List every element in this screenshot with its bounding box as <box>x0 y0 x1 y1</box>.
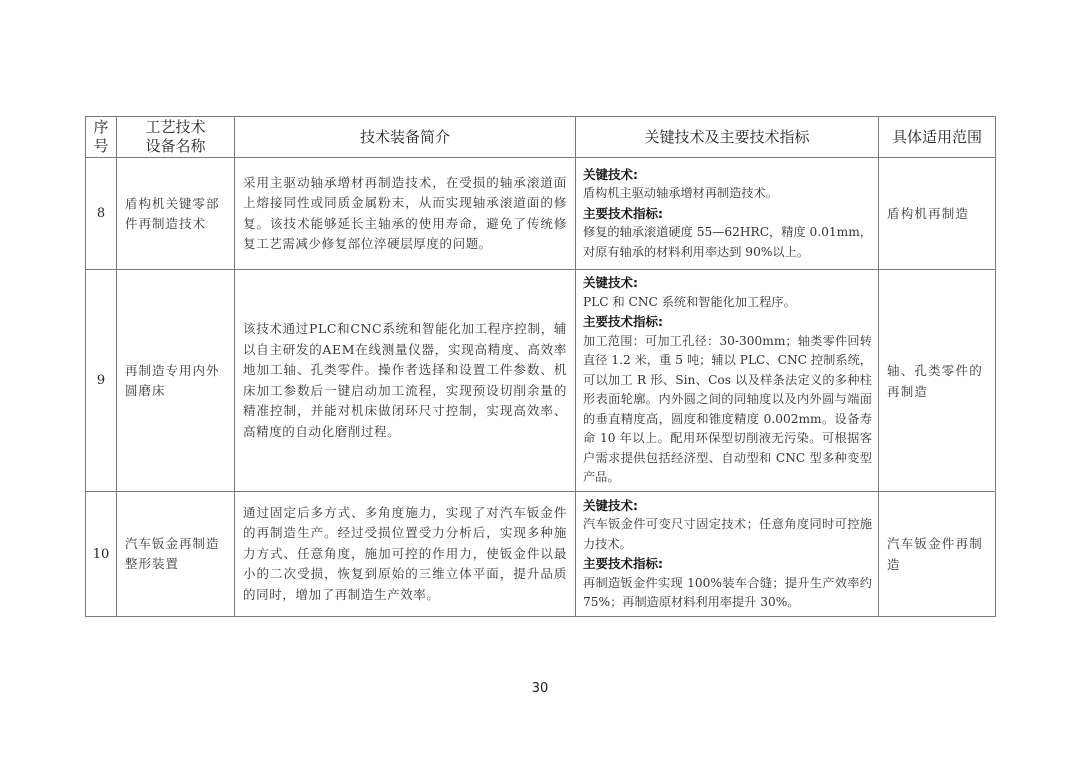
row-index: 9 <box>86 270 117 492</box>
header-scope: 具体适用范围 <box>879 117 996 158</box>
table-row <box>86 270 996 492</box>
row-intro: 该技术通过PLC和CNC系统和智能化加工程序控制，辅以自主研发的AEM在线测量仪器，实现高精度、高效率地加工轴、孔类零件。操作者选择和设置工件参数、机床加工参数后一键启动加工流程，实现预设切削余量的精准控制，并能对机床做闭环尺寸控制，实现高效率、高精度的自动化磨削过程。 <box>235 270 576 492</box>
key-tech-label: 关键技术: <box>583 166 638 182</box>
main-metrics-label: 主要技术指标: <box>583 556 663 571</box>
row-intro: 采用主驱动轴承增材再制造技术，在受损的轴承滚道面上熔接同性或同质金属粉末，从而实现轴承滚道面的修复。该技术能够延长主轴承的使用寿命，避免了传统修复工艺需减少修复部位淬硬层厚度的问题。 <box>235 158 576 270</box>
technology-equipment-table <box>85 116 996 617</box>
page-number: 30 <box>531 681 549 696</box>
row-scope: 汽车钣金件再制造 <box>879 492 996 617</box>
key-tech-text: 盾构机主驱动轴承增材再制造技术。 <box>583 186 778 201</box>
row-equipment-name: 再制造专用内外圆磨床 <box>117 270 235 492</box>
row-intro: 通过固定后多方式、多角度施力，实现了对汽车钣金件的再制造生产。经过受损位置受力分析后，实现多种施力方式、任意角度，施加可控的作用力，使钣金件以最小的二次受损，恢复到原始的三维立体平面，提升品质的同时，增加了再制造生产效率。 <box>235 492 576 617</box>
table-row <box>86 492 996 617</box>
header-intro: 技术装备简介 <box>235 117 576 158</box>
table-row <box>86 158 996 270</box>
row-equipment-name: 盾构机关键零部件再制造技术 <box>117 158 235 270</box>
key-tech-text: PLC 和 CNC 系统和智能化加工程序。 <box>583 294 796 309</box>
header-index <box>86 117 117 158</box>
row-index: 8 <box>86 158 117 270</box>
main-metrics-text: 再制造钣金件实现 100%装车合缝；提升生产效率约 75%；再制造原材料利用率提升 30%。 <box>583 575 872 609</box>
key-tech-label: 关键技术: <box>583 497 638 513</box>
header-index-line2: 号 <box>93 137 109 155</box>
row-key-tech-metrics <box>576 158 879 270</box>
row-key-tech-metrics <box>576 270 879 492</box>
row-index: 10 <box>86 492 117 617</box>
header-name-line1: 工艺技术 <box>145 118 206 136</box>
row-key-tech-metrics <box>576 492 879 617</box>
row-equipment-name: 汽车钣金再制造整形装置 <box>117 492 235 617</box>
header-name-line2: 设备名称 <box>145 137 206 155</box>
main-metrics-text: 修复的轴承滚道硬度 55—62HRC，精度 0.01mm，对原有轴承的材料利用率达到 90%以上。 <box>583 225 872 259</box>
header-index-line1: 序 <box>93 118 109 136</box>
header-name <box>117 117 235 158</box>
row-scope: 盾构机再制造 <box>879 158 996 270</box>
row-scope: 轴、孔类零件的再制造 <box>879 270 996 492</box>
main-metrics-label: 主要技术指标: <box>583 205 663 221</box>
key-tech-text: 汽车钣金件可变尺寸固定技术；任意角度同时可控施力技术。 <box>583 517 872 551</box>
header-key-tech: 关键技术及主要技术指标 <box>576 117 879 158</box>
main-metrics-label: 主要技术指标: <box>583 314 663 330</box>
key-tech-label: 关键技术: <box>583 275 638 291</box>
main-metrics-text: 加工范围：可加工孔径：30-300mm；轴类零件回转直径 1.2 米，重 5 吨；辅以 PLC、CNC 控制系统，可以加工 R 形、Sin、Cos 以及样条法定义的多种柱形表面轮廓。内外圆之间的同轴度以及内外圆与端面的垂直精度高，圆度和锥度精度 0.002mm。设备寿命 10 年以上。配用环保型切削液无污染。可根据客户需求提供包括经济型、自动型和 CNC 型多种变型产品。 <box>583 333 872 485</box>
table-header-row <box>86 117 996 158</box>
